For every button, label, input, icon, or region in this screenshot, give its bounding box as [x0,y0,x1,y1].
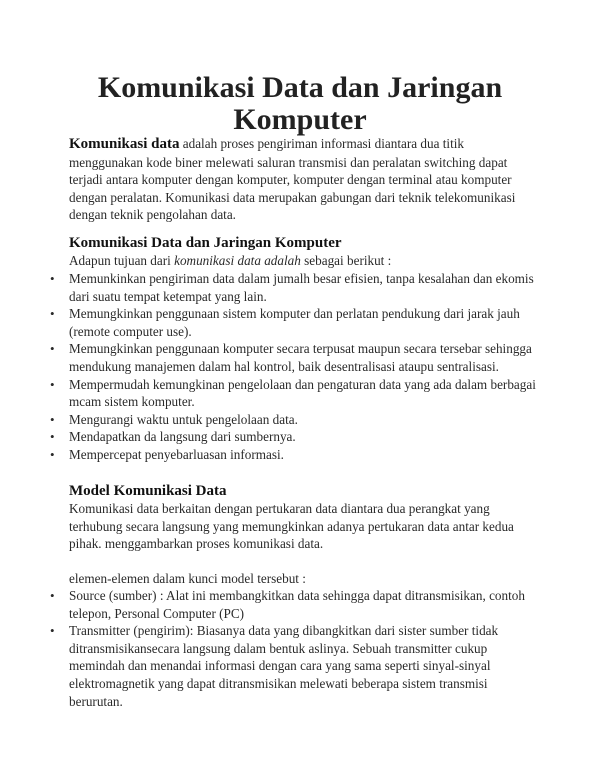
bullet-icon: • [50,306,55,322]
list-item [0,270,540,305]
intro-term: Komunikasi data [69,136,180,152]
list-item-text: Memunkinkan pengiriman data dalam jumalh besar efisien, tanpa kesalahan dan ekomis dari suatu tempat ketempat yang lain. [69,271,534,304]
bullet-icon: • [50,446,55,462]
list-item [0,446,540,464]
section2-elements-intro: elemen-elemen dalam kunci model tersebut : [69,571,306,586]
bullet-icon: • [50,429,55,445]
bullet-icon: • [50,271,55,286]
bullet-icon: • [50,341,55,357]
intro-text: adalah proses pengiriman informasi diantara dua titik menggunakan kode biner melewati saluran transmisi dan peralatan switching dapat terjadi antara komputer dengan komputer, komputer dengan terminal atau komputer dengan peralatan. Komunikasi data merupakan gabungan dari teknik telekomunikasi dengan teknik pengolahan data. [69,136,516,223]
section1-lead-after: sebagai berikut : [300,253,392,268]
list-item-text: Transmitter (pengirim): Biasanya data yang dibangkitkan dari sister sumber tidak ditransmisikansecara langsung dalam bentuk aslinya. Sebuah transmitter cukup memindah dan menandai informasi dengan cara yang sama seperti sinyal-sinyal elektromagnetik yang dapat ditransmisikan melewati beberapa sistem transmisi berurutan. [69,623,499,709]
section2-paragraph: Komunikasi data berkaitan dengan pertukaran data diantara dua perangkat yang terhubung secara langsung yang memungkinkan adanya pertukaran data antar kedua pihak. menggambarkan proses komunikasi data. [69,501,514,552]
bullet-icon: • [50,376,55,392]
list-item-text: Memungkinkan penggunaan sistem komputer dan perlatan pendukung dari jarak jauh (remote computer use). [69,306,520,339]
intro-paragraph [69,135,539,224]
list-item-text: Mendapatkan da langsung dari sumbernya. [69,429,296,445]
list-item-text: Mengurangi waktu untuk pengelolaan data. [69,411,298,427]
list-item [0,376,540,411]
section1-lead-before: Adapun tujuan dari [69,253,175,268]
section2-heading: Model Komunikasi Data [69,483,227,499]
list-item-text: Mempercepat penyebarluasan informasi. [69,446,284,462]
list-item [0,411,540,429]
list-item-text: Source (sumber) : Alat ini membangkitkan data sehingga dapat ditransmisikan, contoh telepon, Personal Computer (PC) [69,588,525,621]
bullet-icon: • [50,623,55,639]
list-item-text: Mempermudah kemungkinan pengelolaan dan pengaturan data yang ada dalam berbagai mcam sistem komputer. [69,376,536,410]
list-item-text: Memungkinkan penggunaan komputer secara terpusat maupun secara tersebar sehingga mendukung manajemen dalam hal kontrol, baik desentralisasi ataupu sentralisasi. [69,341,532,374]
bullet-icon: • [50,588,55,603]
section1-lead-italic: komunikasi data adalah [174,253,301,268]
list-item [0,340,540,375]
list-item [0,587,540,622]
list-item [0,428,540,446]
section1-heading: Komunikasi Data dan Jaringan Komputer [69,235,342,251]
section1-lead [69,252,539,270]
list-item [0,622,540,710]
bullet-icon: • [50,411,55,427]
list-item [0,305,540,340]
document-title: Komunikasi Data dan Jaringan Komputer [97,71,503,136]
section1-list [0,270,540,464]
section2-list [0,587,540,710]
